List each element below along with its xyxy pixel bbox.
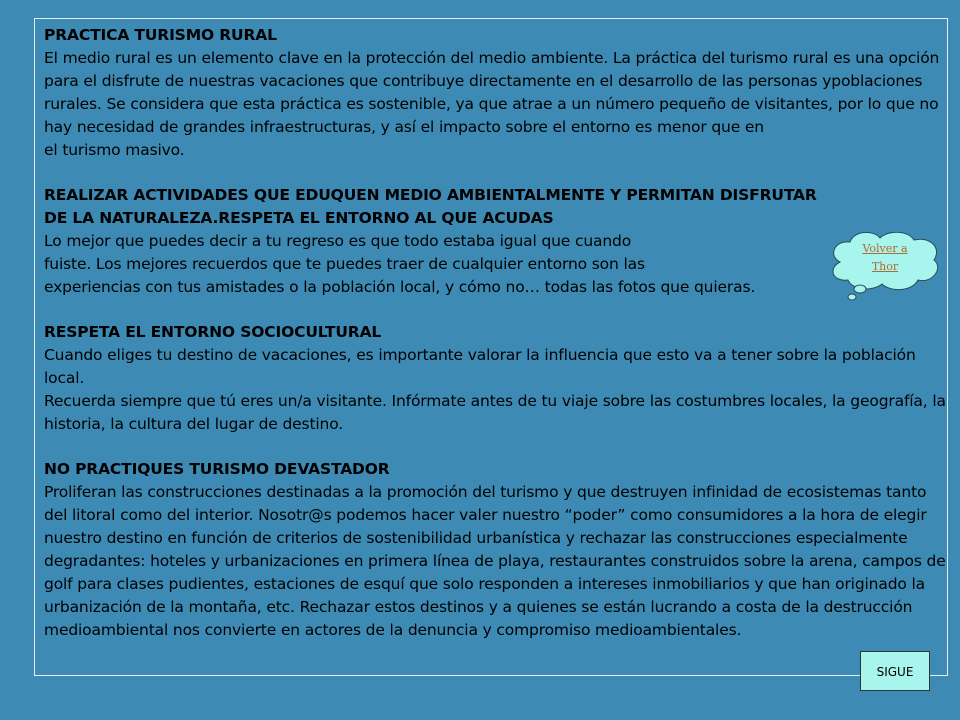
section-heading: NO PRACTIQUES TURISMO DEVASTADOR <box>44 460 390 478</box>
link-line-2: Thor <box>871 260 899 273</box>
article-content <box>44 24 948 642</box>
section-paragraph: Cuando eliges tu destino de vacaciones, es importante valorar la influencia que esto va a tener sobre la población local. <box>44 346 916 387</box>
section-turismo-rural <box>44 24 948 162</box>
link-line-1: Volver a <box>862 242 908 255</box>
volver-a-thor-link[interactable] <box>856 240 914 276</box>
section-sociocultural <box>44 321 948 436</box>
thought-bubble[interactable] <box>826 232 944 294</box>
section-paragraph: Lo mejor que puedes decir a tu regreso es que todo estaba igual que cuando <box>44 232 632 250</box>
section-actividades <box>44 184 948 299</box>
section-heading: REALIZAR ACTIVIDADES QUE EDUQUEN MEDIO AMBIENTALMENTE Y PERMITAN DISFRUTAR DE LA NATURALEZA.RESPETA EL ENTORNO AL QUE ACUDAS <box>44 186 817 227</box>
section-paragraph: el turismo masivo. <box>44 141 185 159</box>
section-paragraph: Proliferan las construcciones destinadas a la promoción del turismo y que destruyen infinidad de ecosistemas tanto del litoral como del interior. Nosotr@s podemos hacer valer nuestro “poder” como consumidores a la hora de elegir nuestro destino en función de criterios de sostenibilidad urbanística y rechazar las construcciones especialmente degradantes: hoteles y urbanizaciones en primera línea de playa, restaurantes construidos sobre la arena, campos de golf para clases pudientes, estaciones de esquí que solo responden a intereses inmobiliarios y que han originado la urbanización de la montaña, etc. Rechazar estos destinos y a quienes se están lucrando a costa de la destrucción medioambiental nos convierte en actores de la denuncia y compromiso medioambientales. <box>44 483 946 639</box>
section-paragraph: El medio rural es un elemento clave en la protección del medio ambiente. La práctica del turismo rural es una opción para el disfrute de nuestras vacaciones que contribuye directamente en el desarrollo de las personas ypoblaciones rurales. Se considera que esta práctica es sostenible, ya que atrae a un número pequeño de visitantes, por lo que no hay necesidad de grandes infraestructuras, y así el impacto sobre el entorno es menor que en <box>44 49 940 136</box>
section-paragraph: Recuerda siempre que tú eres un/a visitante. Infórmate antes de tu viaje sobre las costumbres locales, la geografía, la historia, la cultura del lugar de destino. <box>44 392 946 433</box>
section-paragraph: experiencias con tus amistades o la población local, y cómo no… todas las fotos que quieras. <box>44 278 756 296</box>
section-heading: PRACTICA TURISMO RURAL <box>44 26 277 44</box>
section-paragraph: fuiste. Los mejores recuerdos que te puedes traer de cualquier entorno son las <box>44 255 645 273</box>
sigue-button[interactable]: SIGUE <box>860 651 930 691</box>
section-devastador <box>44 458 948 642</box>
section-heading: RESPETA EL ENTORNO SOCIOCULTURAL <box>44 323 382 341</box>
